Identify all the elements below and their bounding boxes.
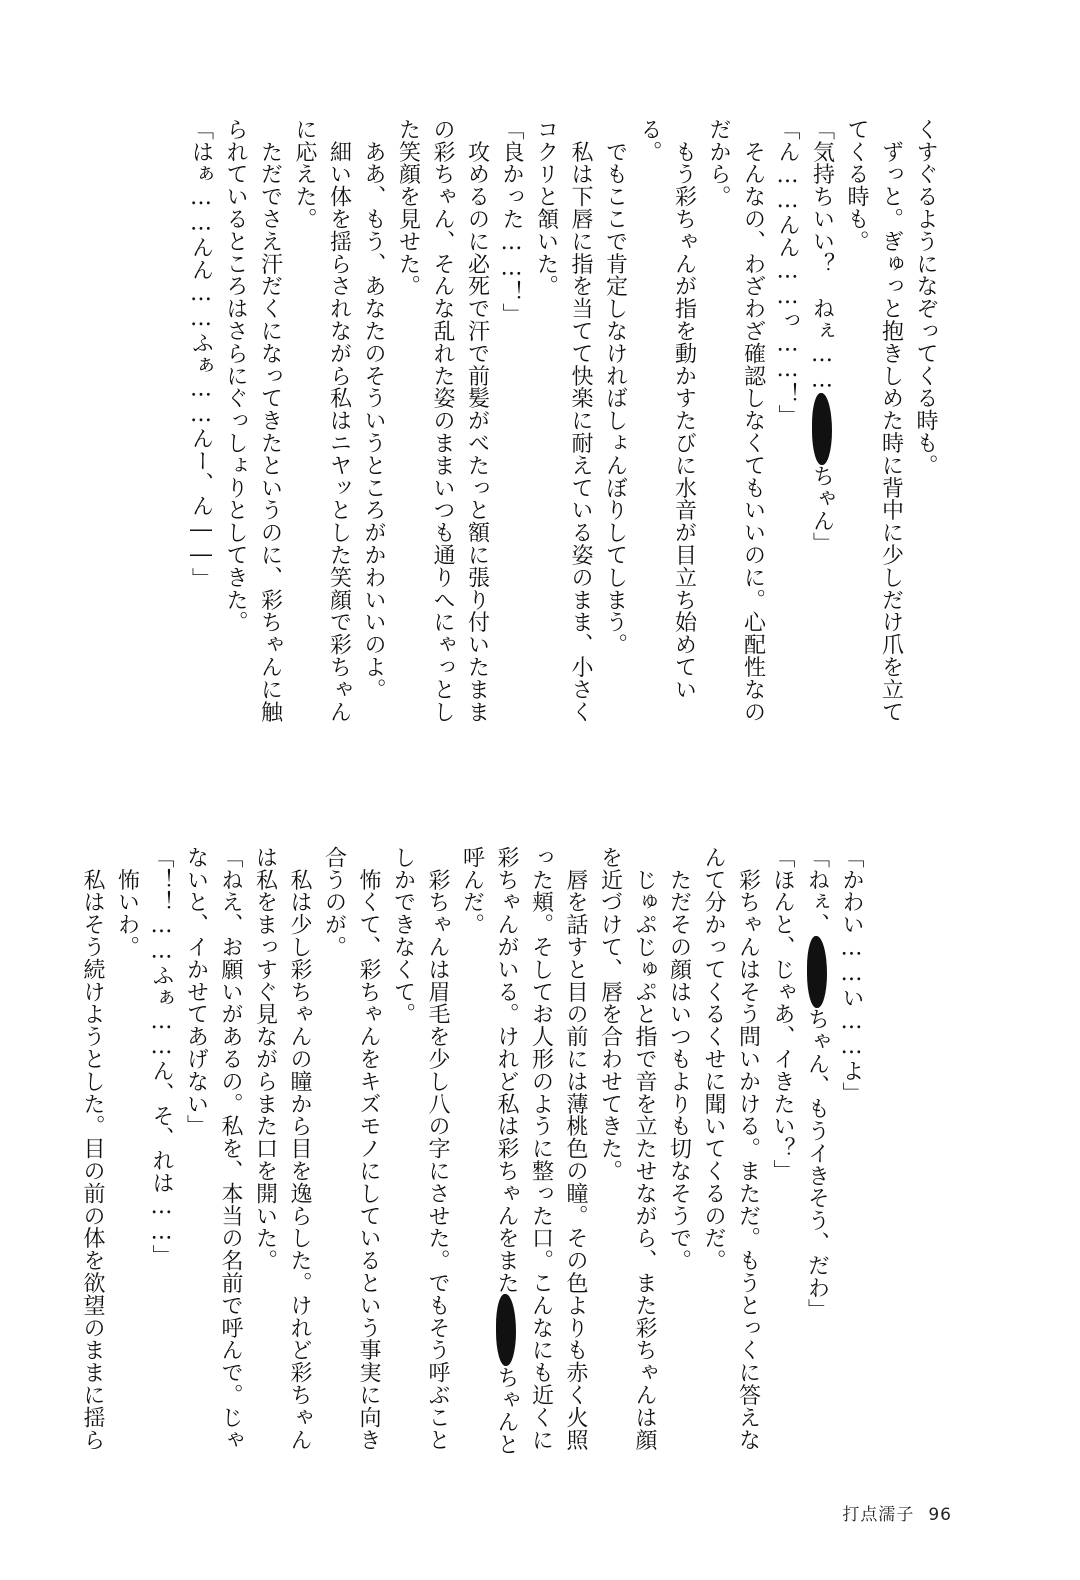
text-line: ずっと。ぎゅっと抱きしめた時に背中に少しだけ爪を立て [878, 118, 904, 723]
author-name: 打点濡子 [842, 1505, 915, 1525]
text-line: ただでさえ汗だくになってきたというのに、彩ちゃんに触 [257, 118, 283, 723]
text-line: られているところはさらにぐっしょりとしてきた。 [223, 118, 248, 634]
text-line: んて分かってくるくせに聞いてくるのだ。 [701, 846, 726, 1272]
text-line: ないと、イかせてあげない」 [183, 846, 209, 1138]
text-line: コクリと頷いた。 [533, 118, 559, 298]
text-line: てくる時も。 [844, 118, 869, 253]
text-line: 彩ちゃんは眉毛を少し八の字にさせた。でもそう呼ぶこと [425, 846, 450, 1451]
text-line: 合うのが。 [321, 846, 347, 958]
text-line: くすぐるようになぞってくる時も。 [913, 118, 938, 477]
text-line: 「ん……んん……っ……！」 [775, 118, 800, 428]
text-line: じゅぷじゅぷと指で音を立たせながら、また彩ちゃんは顔 [632, 846, 657, 1451]
text-line: 「！！……ふぁ……ん、そ、れは……」 [149, 846, 174, 1268]
text-block-bottom [80, 846, 868, 1478]
text-line: ただその顔はいつもよりも切なそうで。 [666, 846, 692, 1272]
text-line: った頬。そしてお人形のように整った口。こんなにも近くに [528, 846, 554, 1451]
redaction-mark [807, 936, 827, 1008]
text-line: だから。 [706, 118, 731, 208]
text-line: る。 [637, 118, 662, 163]
text-line: は私をまっすぐ見ながらまた口を開いた。 [252, 846, 278, 1272]
text-line: 彩ちゃんはそう問いかける。まただ。もうとっくに答えな [735, 846, 761, 1451]
redaction-mark [812, 393, 832, 465]
text-line: 私は少し彩ちゃんの瞳から目を逸らした。けれど彩ちゃん [287, 846, 312, 1451]
text-line: 怖くて、彩ちゃんをキズモノにしているという事実に向き [356, 846, 381, 1451]
text-line: た笑顔を見せた。 [395, 118, 421, 298]
text-line: を近づけて、唇を合わせてきた。 [597, 846, 623, 1182]
text-line: の彩ちゃん、そんな乱れた姿のままいつも通りへにゃっとし [430, 118, 455, 723]
text-line: そんなの、わざわざ確認しなくてもいいのに。心配性なの [740, 118, 766, 723]
text-line: 「良かった……！」 [499, 118, 524, 326]
redaction-mark [496, 1294, 516, 1366]
page-footer [842, 1500, 952, 1525]
text-line: でもここで肯定しなければしょんぼりしてしまう。 [602, 118, 628, 656]
text-line: 呼んだ。 [459, 846, 485, 936]
text-line: 「ねえ、お願いがあるの。私を、本当の名前で呼んで。じゃ [218, 846, 243, 1451]
text-line: 「かわい……い……よ」 [839, 846, 864, 1105]
text-line: 「はぁ……んん……ふぁ……んー、ん――」 [188, 118, 214, 590]
text-line: 怖いわ。 [114, 846, 140, 958]
text-line: 「気持ちいい？ ねぇ……ちゃん」 [809, 118, 835, 555]
text-line: 攻めるのに必死で汗で前髪がべたっと額に張り付いたまま [464, 118, 490, 723]
text-line: 唇を話すと目の前には薄桃色の瞳。その色よりも赤く火照 [563, 846, 588, 1451]
text-line: ああ、もう、あなたのそういうところがかわいいのよ。 [361, 118, 386, 701]
text-block-top [122, 118, 942, 798]
page-number: 96 [928, 1505, 952, 1525]
text-line: もう彩ちゃんが指を動かすたびに水音が目立ち始めてい [671, 118, 697, 701]
text-line: 「ねぇ、ちゃん、もうイきそう、だわ」 [804, 846, 830, 1322]
text-line: に応えた。 [292, 118, 317, 230]
text-line: 私はそう続けようとした。目の前の体を欲望のままに揺ら [80, 846, 105, 1451]
text-line: 細い体を揺らされながら私はニヤッとした笑顔で彩ちゃん [326, 118, 352, 723]
text-line: 私は下唇に指を当てて快楽に耐えている姿のまま、小さく [568, 118, 593, 723]
text-line: 「ほんと、じゃあ、イきたい？」 [770, 846, 795, 1182]
text-line: 彩ちゃんがいる。けれど私は彩ちゃんをまたちゃんと [494, 846, 519, 1456]
text-line: しかできなくて。 [390, 846, 416, 1026]
